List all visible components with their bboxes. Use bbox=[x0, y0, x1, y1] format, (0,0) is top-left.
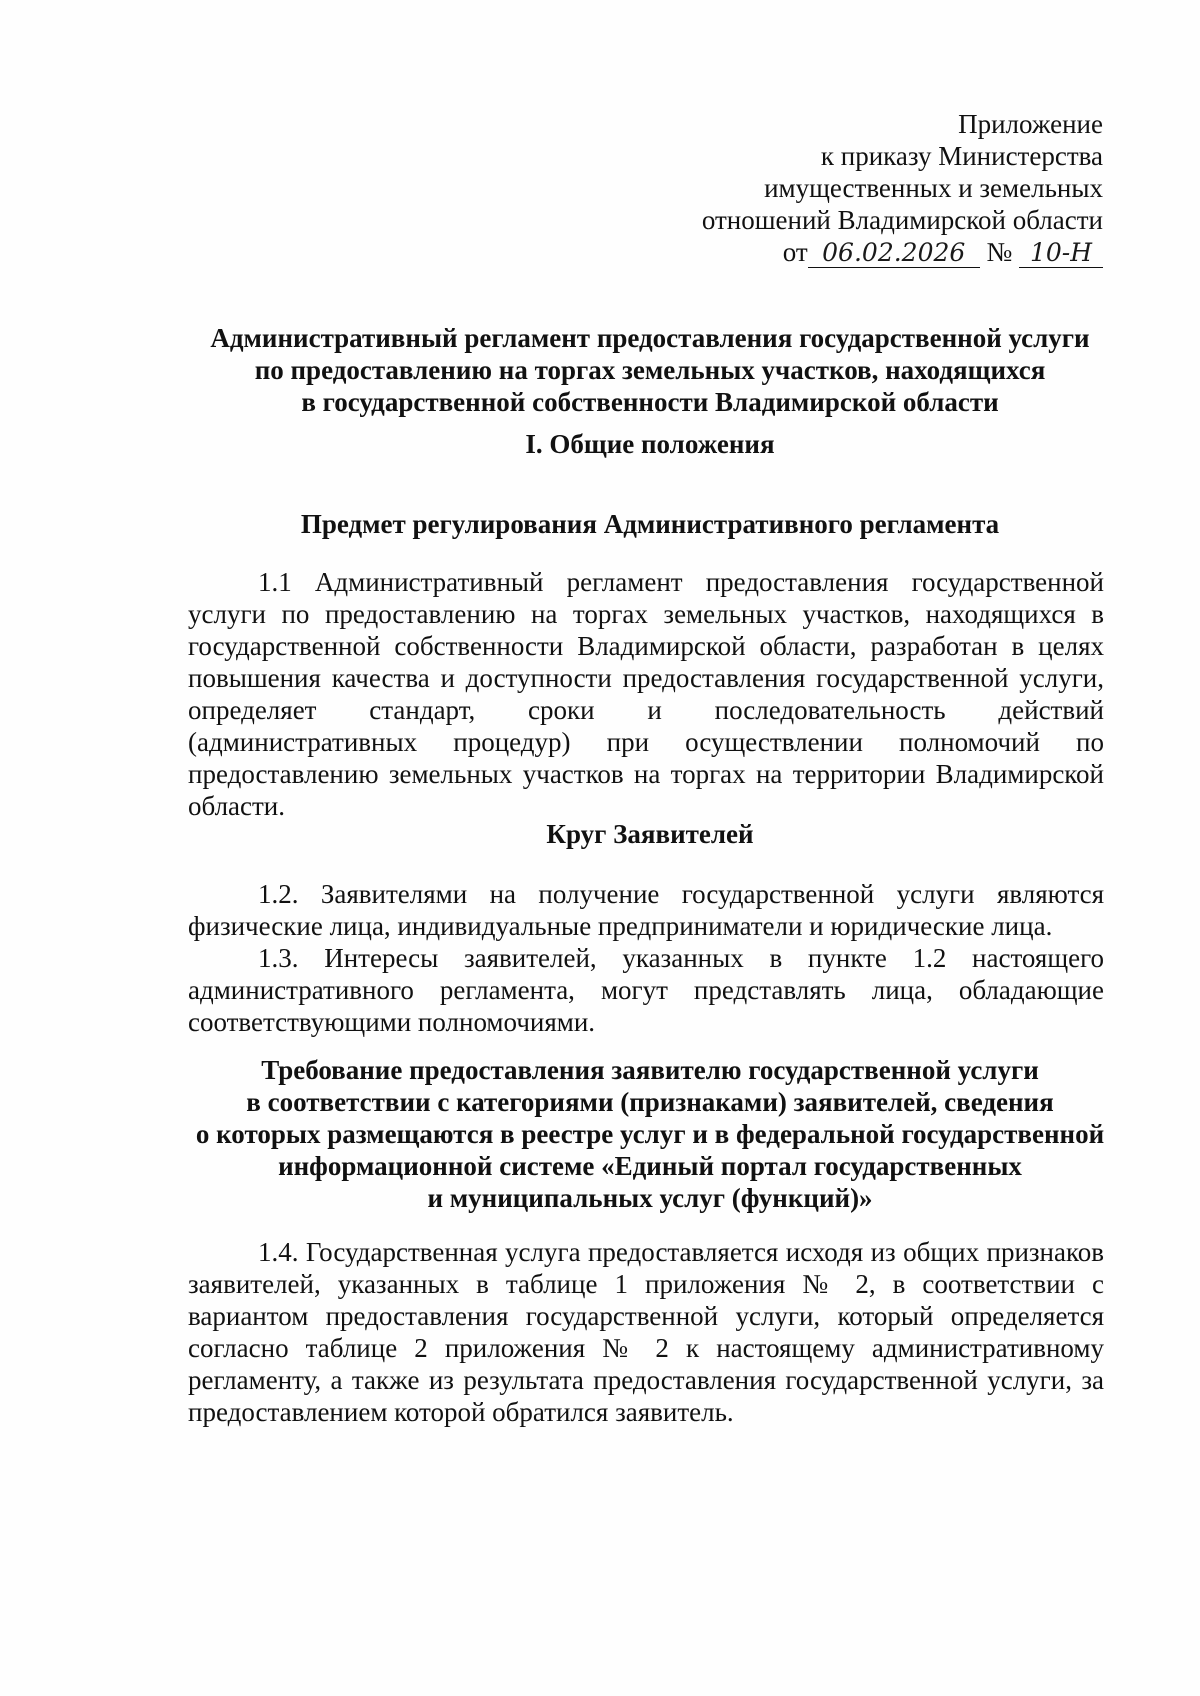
requirements-heading-line-2: в соответствии с категориями (признаками) заявителей, сведения bbox=[246, 1087, 1054, 1117]
approval-line-date-number bbox=[702, 236, 1103, 268]
requirements-heading-line-4: информационной системе «Единый портал государственных bbox=[278, 1151, 1022, 1181]
title-line-1: Административный регламент предоставления государственной услуги bbox=[210, 323, 1090, 353]
approval-from-label: от bbox=[782, 237, 808, 267]
approval-stamp-block bbox=[702, 108, 1103, 268]
paragraph-1-1: 1.1 Административный регламент предоставления государственной услуги по предоставлению на торгах земельных участков, находящихся в государственной собственности Владимирской области, разработан в целях повышения качества и доступности предоставления государственной услуги, определяет стандарт, сроки и последовательность действий (административных процедур) при осуществлении полномочий по предоставлению земельных участков на торгах на территории Владимирской области. bbox=[188, 567, 1104, 821]
section-heading-applicants: Круг Заявителей bbox=[546, 819, 754, 849]
chapter-heading: I. Общие положения bbox=[525, 429, 775, 459]
title-line-2: по предоставлению на торгах земельных участков, находящихся bbox=[254, 355, 1046, 385]
approval-line-1: Приложение bbox=[958, 109, 1103, 139]
approval-line-4: отношений Владимирской области bbox=[701, 205, 1103, 235]
handwritten-number: 10-Н bbox=[1019, 239, 1103, 268]
requirements-heading-line-1: Требование предоставления заявителю государственной услуги bbox=[261, 1055, 1039, 1085]
approval-line-2: к приказу Министерства bbox=[820, 141, 1103, 171]
approval-line-3: имущественных и земельных bbox=[764, 173, 1103, 203]
requirements-heading-line-5: и муниципальных услуг (функций)» bbox=[427, 1183, 873, 1213]
approval-number-label: № bbox=[986, 237, 1013, 267]
handwritten-date: 06.02.2026 bbox=[808, 239, 980, 268]
paragraph-1-2: 1.2. Заявителями на получение государственной услуги являются физические лица, индивидуальные предприниматели и юридические лица. bbox=[188, 879, 1104, 941]
document-title bbox=[150, 322, 1150, 418]
section-heading-subject: Предмет регулирования Административного регламента bbox=[300, 509, 1000, 539]
paragraph-1-3: 1.3. Интересы заявителей, указанных в пункте 1.2 настоящего административного регламента, могут представлять лица, обладающие соответствующими полномочиями. bbox=[188, 943, 1104, 1037]
section-heading-requirements bbox=[150, 1054, 1150, 1214]
paragraph-1-4: 1.4. Государственная услуга предоставляется исходя из общих признаков заявителей, указанных в таблице 1 приложения № 2, в соответствии с вариантом предоставления государственной услуги, который определяется согласно таблице 2 приложения № 2 к настоящему административному регламенту, а также из результата предоставления государственной услуги, за предоставлением которой обратился заявитель. bbox=[188, 1237, 1104, 1427]
title-line-3: в государственной собственности Владимирской области bbox=[301, 387, 999, 417]
requirements-heading-line-3: о которых размещаются в реестре услуг и в федеральной государственной bbox=[195, 1119, 1105, 1149]
